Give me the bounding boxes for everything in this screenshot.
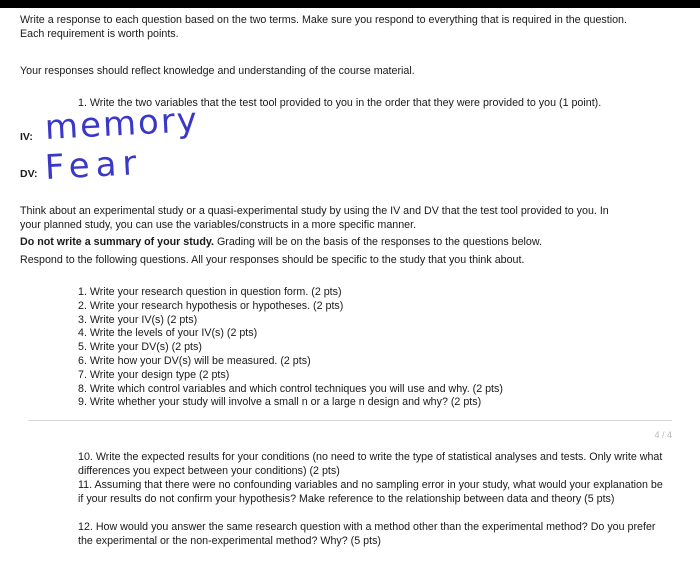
- page-indicator: 4 / 4: [654, 430, 672, 440]
- top-bar: [0, 0, 700, 8]
- list-item: 2. Write your research hypothesis or hypotheses. (2 pts): [78, 299, 344, 312]
- list-item: 1. Write your research question in question form. (2 pts): [78, 286, 342, 298]
- instructions-bold-line: [20, 235, 542, 249]
- list-item: 8. Write which control variables and which control techniques you will use and why. (2 pts): [78, 382, 503, 395]
- intro-line-1: Write a response to each question based on the two terms. Make sure you respond to everything that is required in the question.: [20, 14, 627, 26]
- iv-label: IV:: [20, 131, 33, 143]
- list-item: 9. Write whether your study will involve a small n or a large n design and why? (2 pts): [78, 396, 482, 409]
- question-1: 1. Write the two variables that the test tool provided to you in the order that they were provided to you (1 point).: [78, 97, 602, 109]
- question-11: 11. Assuming that there were no confounding variables and no sampling error in your study, what would your explanation be if your results do not confirm your hypothesis? Make reference to the relationship between data and theory (5 pts): [78, 479, 663, 505]
- list-item: 5. Write your DV(s) (2 pts): [78, 341, 202, 354]
- bold-line-rest: Grading will be on the basis of the responses to the questions below.: [214, 236, 542, 248]
- question-list: [78, 286, 503, 410]
- instructions-line-1: Think about an experimental study or a quasi-experimental study by using the IV and DV that the test tool provided to you. In: [20, 205, 609, 217]
- intro-line-2: Each requirement is worth points.: [20, 28, 179, 40]
- instructions-respond: Respond to the following questions. All your responses should be specific to the study that you think about.: [20, 254, 525, 266]
- instructions-line-2: your planned study, you can use the variables/constructs in a more specific manner.: [20, 219, 417, 231]
- dv-label: DV:: [20, 168, 38, 180]
- dv-handwritten-answer: Fear: [43, 142, 144, 188]
- question-12: 12. How would you answer the same research question with a method other than the experimental method? Do you prefer the experimental or the non-experimental method? Why? (5 pts): [78, 521, 656, 547]
- page-separator: [28, 420, 672, 421]
- question-10: 10. Write the expected results for your conditions (no need to write the type of statistical analyses and tests. Only write what differences you expect between your conditions) (2 pts): [78, 451, 663, 477]
- list-item: 6. Write how your DV(s) will be measured. (2 pts): [78, 354, 311, 367]
- list-item: 3. Write your IV(s) (2 pts): [78, 313, 198, 326]
- list-item: 7. Write your design type (2 pts): [78, 368, 230, 381]
- list-item: 4. Write the levels of your IV(s) (2 pts): [78, 327, 258, 340]
- bold-warning: Do not write a summary of your study.: [20, 236, 214, 248]
- iv-handwritten-answer: memory: [43, 99, 200, 148]
- intro-line-3: Your responses should reflect knowledge and understanding of the course material.: [20, 65, 415, 77]
